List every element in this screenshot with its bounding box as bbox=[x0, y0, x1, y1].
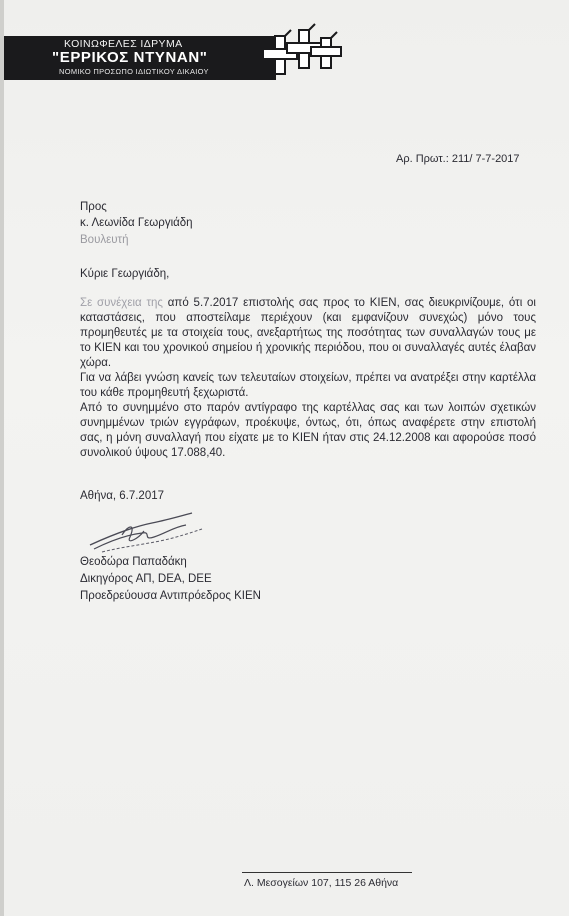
org-name-line2: "ΕΡΡΙΚΟΣ ΝΤΥΝΑΝ" bbox=[52, 49, 208, 66]
letter-date: Αθήνα, 6.7.2017 bbox=[80, 490, 165, 502]
addressee-title: Βουλευτή bbox=[80, 234, 129, 246]
paragraph-2: Για να λάβει γνώση κανείς των τελευταίων στοιχείων, πρέπει να ανατρέξει στην καρτέλλα του κάθε προμηθευτή ξεχωριστά. bbox=[80, 372, 536, 399]
signatory-title-2: Προεδρεύουσα Αντιπρόεδρος ΚΙΕΝ bbox=[80, 590, 261, 602]
paragraph-3: Από το συνημμένο στο παρόν αντίγραφο της καρτέλλας σας και των λοιπών σχετικών συνημμένων τριών εγγράφων, προέκυψε, όντως, ότι, όπως αναφέρετε στην επιστολή σας, η μόνη συναλλαγή που είχατε με το ΚΙΕΝ ήταν στις 24.12.2008 και αφορούσε ποσό συνολικού ύψους 17.088,40. bbox=[80, 402, 536, 459]
paragraph-1-lead: Σε συνέχεια της bbox=[80, 297, 163, 309]
salutation: Κύριε Γεωργιάδη, bbox=[80, 268, 170, 280]
letter-body bbox=[80, 296, 536, 461]
footer-divider bbox=[242, 872, 412, 873]
handwritten-signature bbox=[82, 505, 212, 557]
paragraph-1-text: από 5.7.2017 επιστολής σας προς το ΚΙΕΝ, σας διευκρινίζουμε, ότι οι καταστάσεις, που αποστείλαμε περιέχουν (και εμφανίζουν συνεχώς) μόνο τους προμηθευτές με τα στοιχεία τους, ανεξαρτήτως της ποσότητας των συναλλαγών τους με το ΚΙΕΝ και του χρονικού σημείου ή χρονικής περιόδου, που οι συναλλαγές αυτές έλαβαν χώρα. bbox=[80, 297, 536, 369]
signatory-name: Θεοδώρα Παπαδάκη bbox=[80, 556, 187, 568]
signatory-title-1: Δικηγόρος ΑΠ, DEA, DEE bbox=[80, 573, 212, 585]
addressee-to: Προς bbox=[80, 201, 107, 213]
protocol-number: Αρ. Πρωτ.: 211/ 7-7-2017 bbox=[396, 153, 520, 165]
footer-address: Λ. Μεσογείων 107, 115 26 Αθήνα bbox=[244, 877, 399, 889]
red-cross-logo-icon bbox=[259, 22, 347, 84]
addressee-name: κ. Λεωνίδα Γεωργιάδη bbox=[80, 217, 193, 229]
paragraph-1 bbox=[80, 296, 536, 371]
org-legal-form: ΝΟΜΙΚΟ ΠΡΟΣΩΠΟ ΙΔΙΩΤΙΚΟΥ ΔΙΚΑΙΟΥ bbox=[59, 67, 209, 76]
org-name-line1: ΚΟΙΝΩΦΕΛΕΣ ΙΔΡΥΜΑ bbox=[64, 38, 183, 50]
